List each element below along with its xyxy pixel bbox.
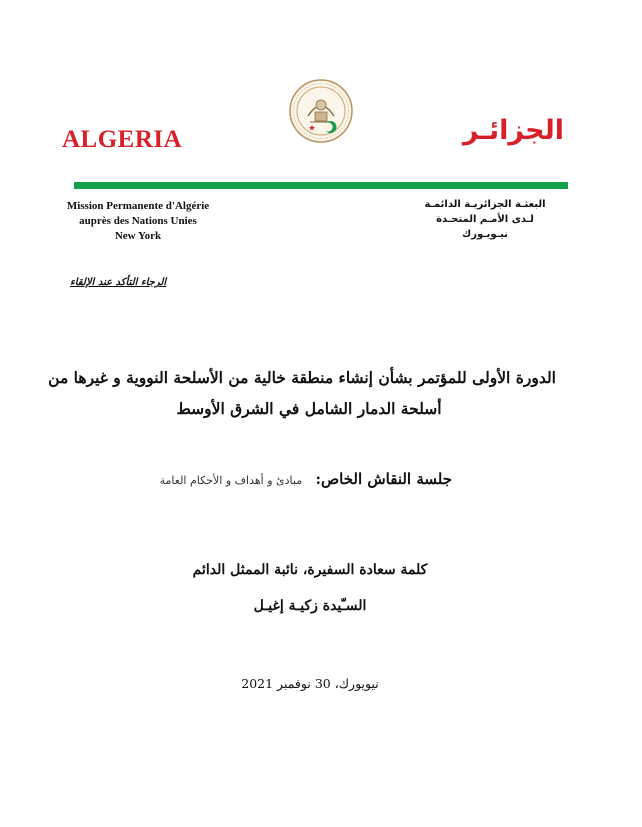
mission-ar-line: نيـويـورك — [462, 229, 508, 240]
session-topic: مبادئ و أهداف و الأحكام العامة — [159, 474, 303, 487]
document-title — [48, 362, 556, 424]
brand-arabic: الجزائـر — [462, 115, 564, 146]
title-line: الدورة الأولى للمؤتمر بشأن إنشاء منطقة خالية من الأسلحة النووية و غيرها من — [48, 368, 556, 387]
title-line: أسلحة الدمار الشامل في الشرق الأوسط — [176, 399, 442, 418]
mission-address-french — [58, 199, 218, 244]
session-line — [160, 470, 452, 488]
mission-fr-line: New York — [114, 230, 162, 242]
delivery-check-note: الرجاء التأكد عند الإلقاء — [70, 277, 167, 288]
speech-title: كلمة سعادة السفيرة، نائبة الممثل الدائم — [192, 562, 428, 578]
header-divider — [74, 182, 568, 189]
place-date: نيويورك، 30 نوفمبر 2021 — [241, 676, 379, 691]
mission-fr-line: auprès des Nations Unies — [79, 215, 197, 227]
mission-fr-line: Mission Permanente d'Algérie — [66, 200, 210, 212]
state-emblem-icon — [288, 78, 354, 144]
session-label: جلسة النقاش الخاص: — [315, 470, 452, 488]
speaker-name: السـّيدة زكيـة إغيـل — [253, 598, 367, 614]
mission-address-arabic — [400, 197, 570, 242]
mission-ar-line: البعثـة الجزائريـة الدائمـة — [424, 199, 546, 210]
mission-ar-line: لـدى الأمـم المتحـدة — [436, 214, 534, 225]
brand-english: ALGERIA — [62, 126, 183, 153]
